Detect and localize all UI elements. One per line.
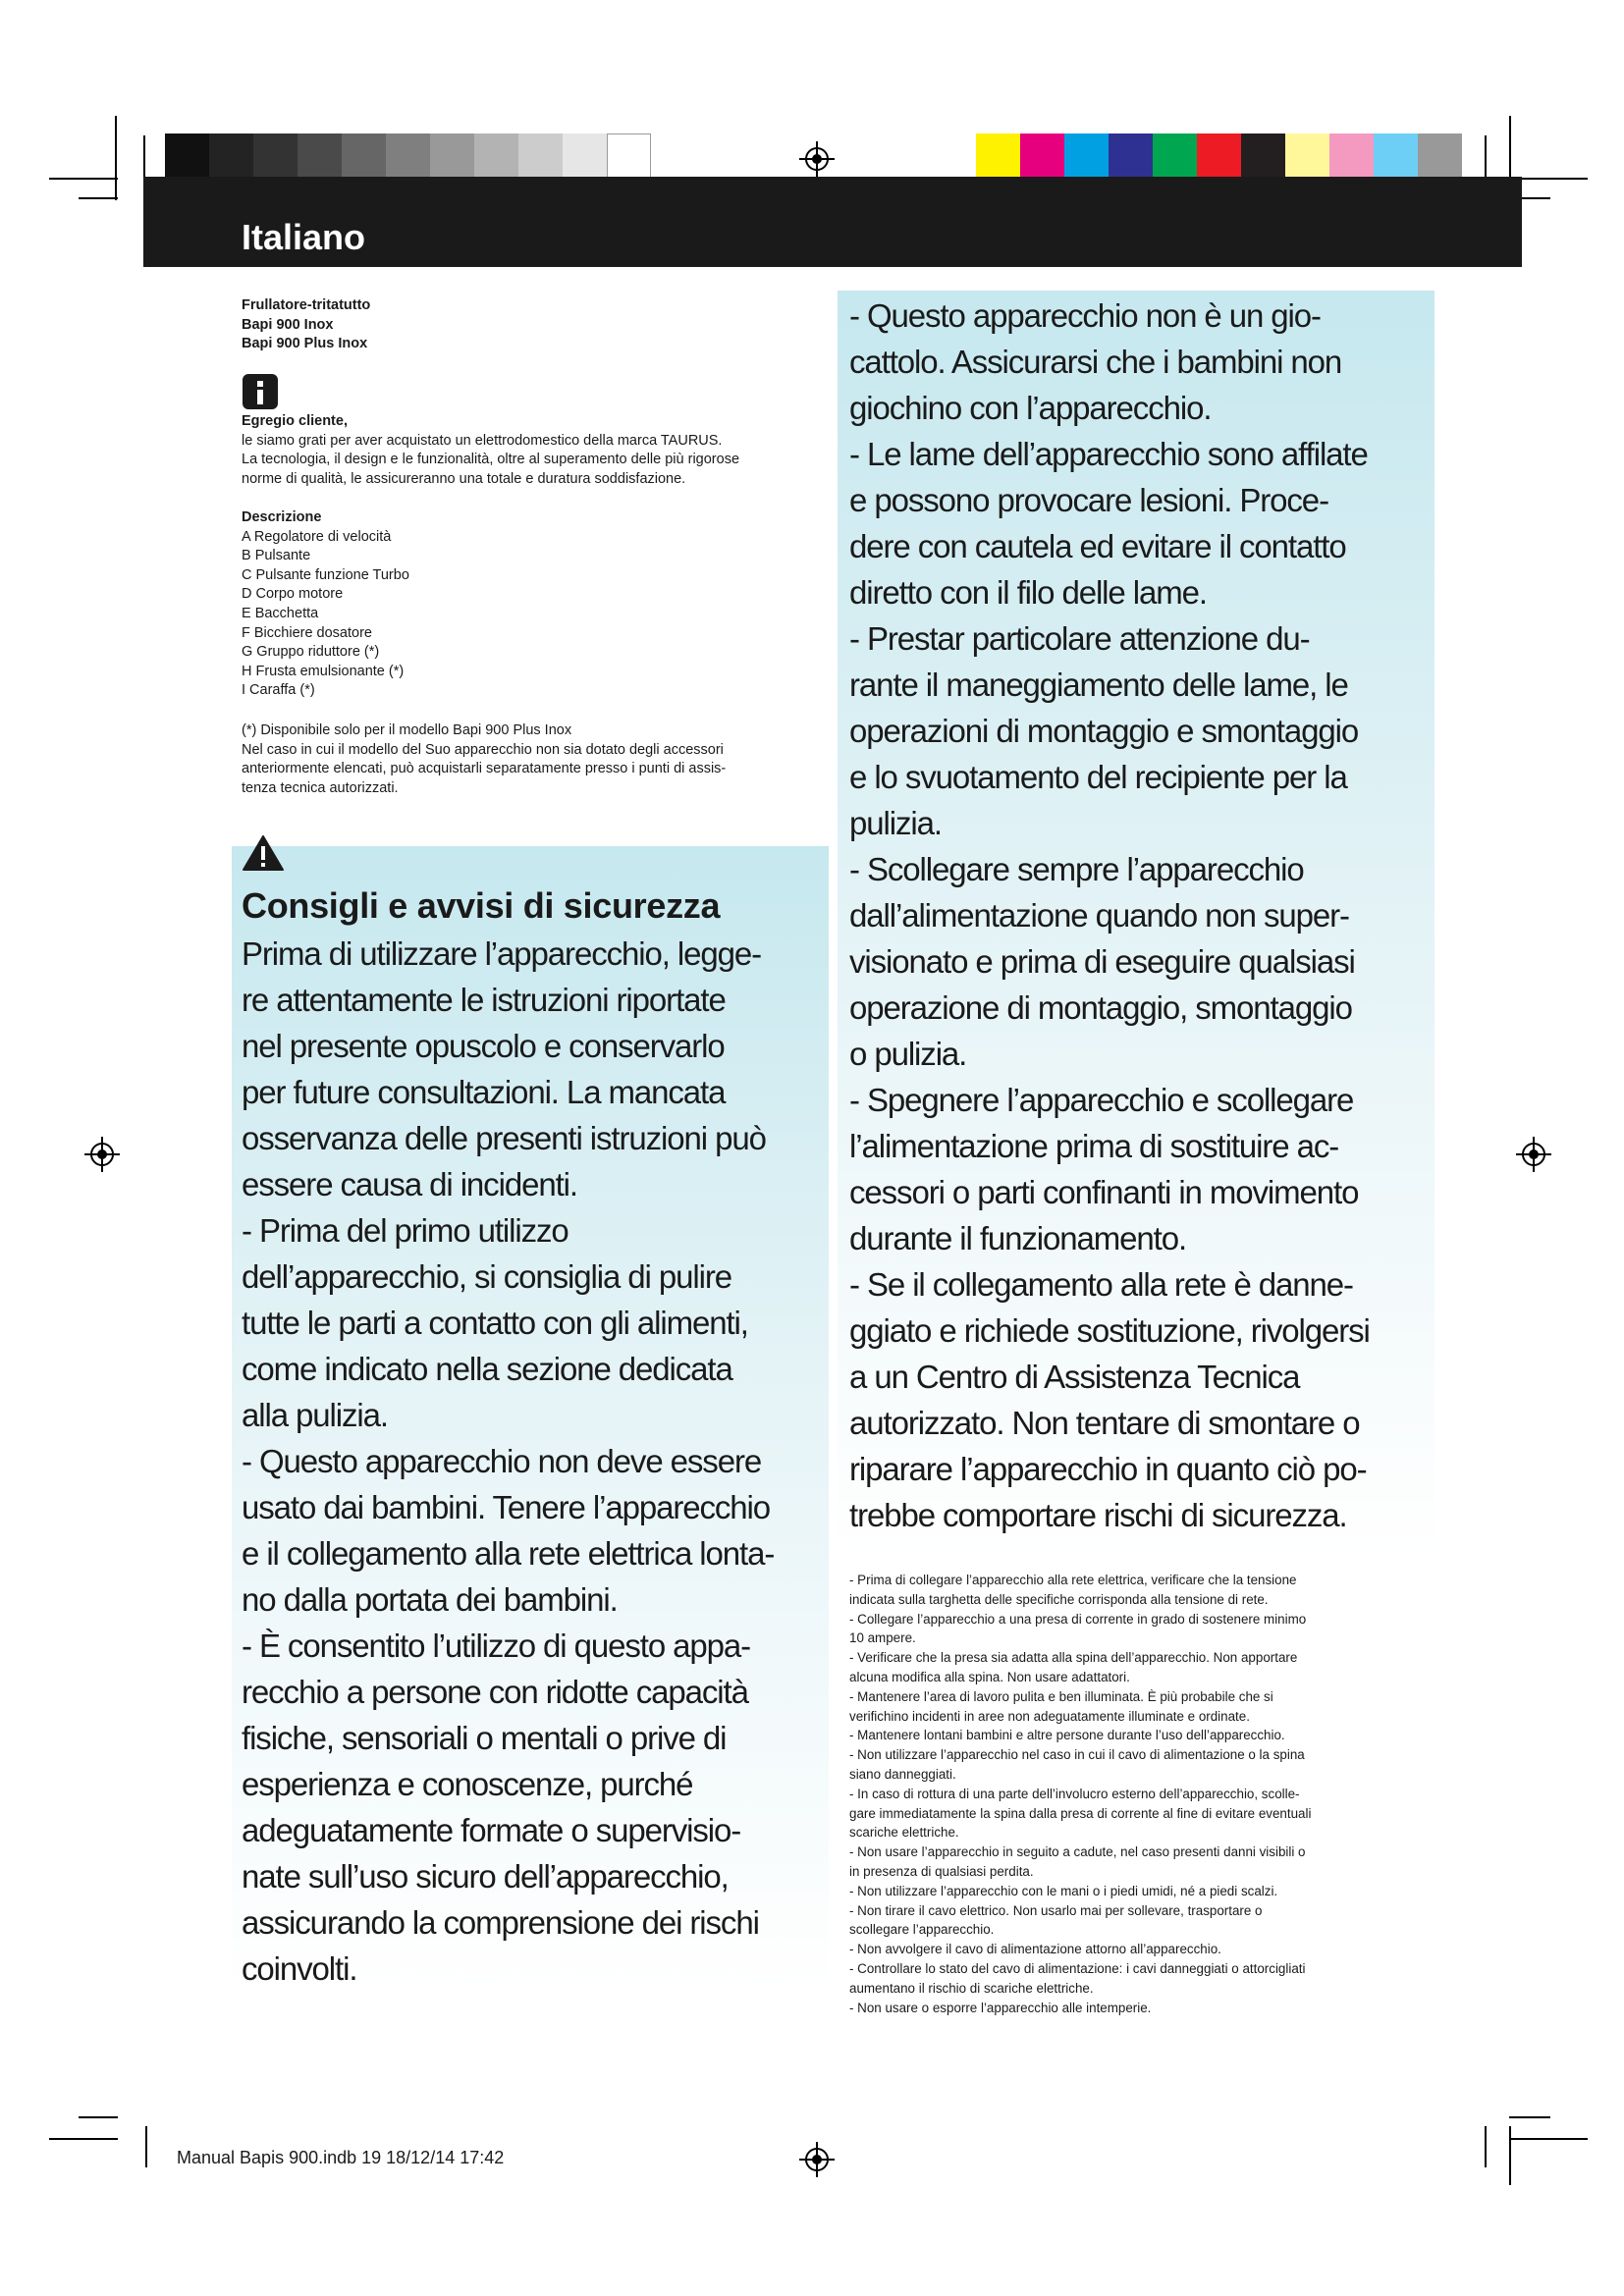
safety-text-left	[242, 931, 831, 1992]
safety-line: pulizia.	[849, 805, 942, 841]
description-item: F Bicchiere dosatore	[242, 624, 372, 641]
safety-line: osservanza delle presenti istruzioni può	[242, 1120, 766, 1156]
safety-line: dall’alimentazione quando non super-	[849, 897, 1349, 934]
grayscale-swatch	[607, 133, 651, 181]
safety-line: nate sull’uso sicuro dell’apparecchio,	[242, 1858, 729, 1895]
fine-print-line: alcuna modifica alla spina. Non usare adattatori.	[849, 1669, 1130, 1684]
safety-line: cessori o parti confinanti in movimento	[849, 1174, 1359, 1210]
grayscale-swatch	[298, 133, 342, 181]
grayscale-swatch	[253, 133, 298, 181]
safety-line: assicurando la comprensione dei rischi	[242, 1904, 759, 1941]
safety-line: e lo svuotamento del recipiente per la	[849, 759, 1347, 795]
description-block	[242, 508, 831, 701]
safety-line: usato dai bambini. Tenere l’apparecchio	[242, 1489, 771, 1525]
registration-mark-icon	[1516, 1137, 1551, 1172]
intro-block	[242, 412, 831, 489]
fine-print-line: - Verificare che la presa sia adatta alla spina dell’apparecchio. Non apportare	[849, 1650, 1298, 1666]
description-item: A Regolatore di velocità	[242, 528, 392, 545]
safety-line: - Se il collegamento alla rete è danne-	[849, 1266, 1353, 1303]
safety-line: operazione di montaggio, smontaggio	[849, 989, 1352, 1026]
safety-line: - Questo apparecchio non deve essere	[242, 1443, 762, 1479]
safety-line: l’alimentazione prima di sostituire ac-	[849, 1128, 1339, 1164]
safety-line: come indicato nella sezione dedicata	[242, 1351, 732, 1387]
intro-line: La tecnologia, il design e le funzionalità, oltre al superamento delle più rigorose	[242, 452, 740, 468]
info-icon	[242, 373, 279, 410]
fine-print-line: - In caso di rottura di una parte dell’involucro esterno dell’apparecchio, scolle-	[849, 1786, 1300, 1801]
safety-line: nel presente opuscolo e conservarlo	[242, 1028, 725, 1064]
process-color-swatch	[1064, 133, 1109, 181]
grayscale-swatch	[563, 133, 607, 181]
safety-line: - Spegnere l’apparecchio e scollegare	[849, 1082, 1354, 1118]
safety-line: coinvolti.	[242, 1950, 357, 1987]
process-color-swatch	[1285, 133, 1329, 181]
description-item: H Frusta emulsionante (*)	[242, 663, 405, 679]
safety-line: operazioni di montaggio e smontaggio	[849, 713, 1359, 749]
greeting: Egregio cliente,	[242, 413, 348, 429]
fine-print-line: scariche elettriche.	[849, 1825, 959, 1841]
safety-line: a un Centro di Assistenza Tecnica	[849, 1359, 1300, 1395]
safety-line: cattolo. Assicurarsi che i bambini non	[849, 344, 1342, 380]
fine-print-line: aumentano il rischio di scariche elettriche.	[849, 1980, 1094, 1996]
safety-line: trebbe comportare rischi di sicurezza.	[849, 1497, 1347, 1533]
product-heading	[242, 296, 821, 354]
fine-print-line: - Mantenere l’area di lavoro pulita e ben illuminata. È più probabile che si	[849, 1688, 1273, 1704]
safety-title: Consigli e avvisi di sicurezza	[242, 885, 721, 926]
grayscale-swatch	[430, 133, 474, 181]
safety-line: riparare l’apparecchio in quanto ciò po-	[849, 1451, 1367, 1487]
safety-line: alla pulizia.	[242, 1397, 388, 1433]
description-item: E Bacchetta	[242, 605, 319, 621]
fine-print-line: - Controllare lo stato del cavo di alimentazione: i cavi danneggiati o attorcigliati	[849, 1960, 1306, 1976]
fine-print-line: - Mantenere lontani bambini e altre persone durante l’uso dell’apparecchio.	[849, 1728, 1285, 1743]
safety-line: tutte le parti a contatto con gli alimenti,	[242, 1305, 748, 1341]
warning-icon	[242, 834, 285, 872]
safety-line: - Le lame dell’apparecchio sono affilate	[849, 436, 1368, 472]
note-line: Nel caso in cui il modello del Suo apparecchio non sia dotato degli accessori	[242, 741, 724, 758]
description-item: B Pulsante	[242, 548, 311, 564]
fine-print-line: scollegare l’apparecchio.	[849, 1922, 995, 1938]
intro-line: norme di qualità, le assicureranno una totale e duratura soddisfazione.	[242, 470, 686, 487]
process-color-swatch	[1241, 133, 1285, 181]
safety-line: per future consultazioni. La mancata	[242, 1074, 726, 1110]
safety-line: visionato e prima di eseguire qualsiasi	[849, 943, 1355, 980]
fine-print-line: 10 ampere.	[849, 1630, 916, 1646]
safety-line: - Prestar particolare attenzione du-	[849, 620, 1310, 657]
product-type: Frullatore-tritatutto	[242, 297, 371, 313]
fine-print-line: gare immediatamente la spina dalla presa di corrente al fine di evitare eventuali	[849, 1805, 1312, 1821]
safety-line: e possono provocare lesioni. Proce-	[849, 482, 1328, 518]
registration-mark-icon	[799, 141, 835, 177]
safety-line: - Scollegare sempre l’apparecchio	[849, 851, 1304, 887]
safety-line: - Prima del primo utilizzo	[242, 1212, 568, 1249]
safety-line: fisiche, sensoriali o mentali o prive di	[242, 1720, 727, 1756]
safety-line: Prima di utilizzare l’apparecchio, legge-	[242, 935, 762, 972]
safety-line: esperienza e conoscenze, purché	[242, 1766, 693, 1802]
safety-line: dell’apparecchio, si consiglia di pulire	[242, 1258, 731, 1295]
safety-line: autorizzato. Non tentare di smontare o	[849, 1405, 1360, 1441]
note-line: anteriormente elencati, può acquistarli separatamente presso i punti di assis-	[242, 761, 727, 777]
process-color-swatch	[976, 133, 1020, 181]
safety-line: re attentamente le istruzioni riportate	[242, 982, 726, 1018]
fine-print-line: - Prima di collegare l’apparecchio alla rete elettrica, verificare che la tensione	[849, 1573, 1297, 1587]
grayscale-swatch	[518, 133, 563, 181]
safety-line: e il collegamento alla rete elettrica lonta-	[242, 1535, 775, 1572]
grayscale-bar	[165, 133, 651, 181]
product-model: Bapi 900 Plus Inox	[242, 336, 368, 352]
description-item: D Corpo motore	[242, 586, 344, 603]
fine-print-line: in presenza di qualsiasi perdita.	[849, 1863, 1034, 1879]
description-item: C Pulsante funzione Turbo	[242, 566, 409, 583]
fine-print-line: - Non usare o esporre l’apparecchio alle intemperie.	[849, 2000, 1152, 2015]
safety-line: giochino con l’apparecchio.	[849, 390, 1212, 426]
safety-line: - È consentito l’utilizzo di questo appa-	[242, 1628, 751, 1664]
safety-line: ggiato e richiede sostituzione, rivolgersi	[849, 1312, 1370, 1349]
availability-note	[242, 721, 831, 798]
fine-print-line: - Non utilizzare l’apparecchio nel caso in cui il cavo di alimentazione o la spina	[849, 1747, 1305, 1763]
description-item: G Gruppo riduttore (*)	[242, 644, 380, 661]
safety-line: recchio a persone con ridotte capacità	[242, 1674, 748, 1710]
process-color-swatch	[1329, 133, 1374, 181]
language-title: Italiano	[242, 217, 366, 257]
safety-line: no dalla portata dei bambini.	[242, 1581, 618, 1618]
fine-print-line: - Collegare l’apparecchio a una presa di corrente in grado di sostenere minimo	[849, 1611, 1307, 1627]
process-color-swatch	[1153, 133, 1197, 181]
process-color-bar	[976, 133, 1462, 181]
registration-mark-icon	[84, 1137, 120, 1172]
safety-line: - Questo apparecchio non è un gio-	[849, 297, 1321, 334]
intro-line: le siamo grati per aver acquistato un elettrodomestico della marca TAURUS.	[242, 432, 723, 449]
description-item: I Caraffa (*)	[242, 682, 315, 699]
safety-line: dere con cautela ed evitare il contatto	[849, 528, 1346, 564]
fine-print-line: - Non tirare il cavo elettrico. Non usarlo mai per sollevare, trasportare o	[849, 1902, 1263, 1918]
note-line: tenza tecnica autorizzati.	[242, 779, 399, 796]
safety-line: adeguatamente formate o supervisio-	[242, 1812, 741, 1848]
fine-print-line: - Non avvolgere il cavo di alimentazione attorno all’apparecchio.	[849, 1942, 1221, 1957]
process-color-swatch	[1418, 133, 1462, 181]
safety-text-right	[849, 293, 1435, 1538]
grayscale-swatch	[474, 133, 518, 181]
grayscale-swatch	[386, 133, 430, 181]
fine-print-line: - Non usare l’apparecchio in seguito a cadute, nel caso presenti danni visibili o	[849, 1844, 1306, 1860]
process-color-swatch	[1197, 133, 1241, 181]
fine-print-line: indicata sulla targhetta delle specifiche corrisponda alla tensione di rete.	[849, 1591, 1269, 1607]
safety-line: o pulizia.	[849, 1036, 967, 1072]
fine-print-line: siano danneggiati.	[849, 1766, 956, 1782]
process-color-swatch	[1109, 133, 1153, 181]
registration-mark-icon	[799, 2142, 835, 2177]
fine-print-line: - Non utilizzare l’apparecchio con le mani o i piedi umidi, né a piedi scalzi.	[849, 1883, 1278, 1898]
process-color-swatch	[1374, 133, 1418, 181]
product-model: Bapi 900 Inox	[242, 316, 334, 333]
grayscale-swatch	[342, 133, 386, 181]
safety-line: durante il funzionamento.	[849, 1220, 1187, 1256]
safety-fine-print	[849, 1571, 1438, 2017]
safety-line: essere causa di incidenti.	[242, 1166, 577, 1202]
safety-line: rante il maneggiamento delle lame, le	[849, 667, 1348, 703]
process-color-swatch	[1020, 133, 1064, 181]
safety-line: diretto con il filo delle lame.	[849, 574, 1207, 611]
file-slug: Manual Bapis 900.indb 19 18/12/14 17:42	[177, 2148, 505, 2167]
description-title: Descrizione	[242, 509, 322, 525]
fine-print-line: verifichino incidenti in aree non adeguatamente illuminate e ordinate.	[849, 1708, 1250, 1724]
grayscale-swatch	[165, 133, 209, 181]
grayscale-swatch	[209, 133, 253, 181]
note-line: (*) Disponibile solo per il modello Bapi 900 Plus Inox	[242, 722, 572, 738]
